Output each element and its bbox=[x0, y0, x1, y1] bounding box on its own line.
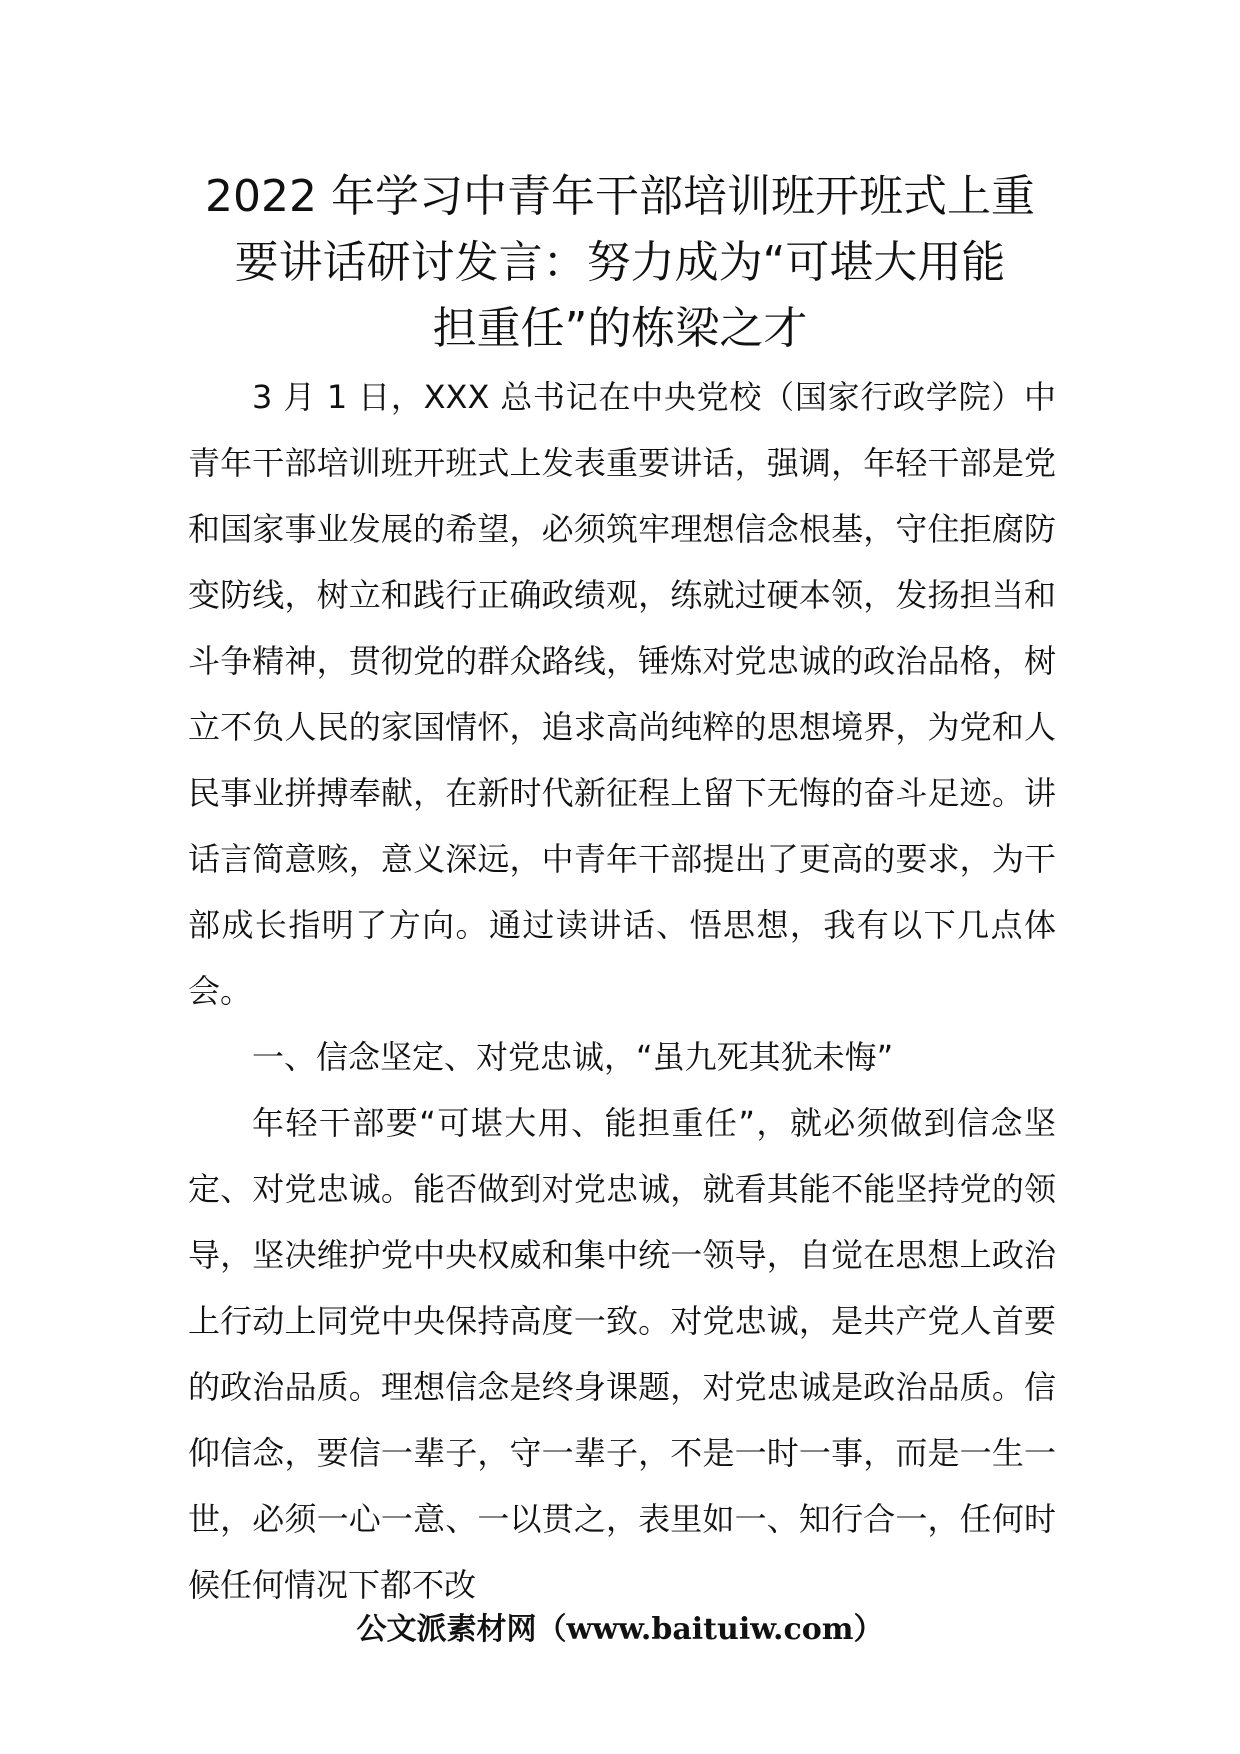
title-line-1: 2022 年学习中青年干部培训班开班式上重 bbox=[205, 171, 1035, 222]
document-body bbox=[188, 364, 1056, 1618]
paragraph-intro: 3 月 1 日，XXX 总书记在中央党校（国家行政学院）中青年干部培训班开班式上发表重要讲话，强调，年轻干部是党和国家事业发展的希望，必须筑牢理想信念根基，守住拒腐防变防线，树立和践行正确政绩观，练就过硬本领，发扬担当和斗争精神，贯彻党的群众路线，锤炼对党忠诚的政治品格，树立不负人民的家国情怀，追求高尚纯粹的思想境界，为党和人民事业拼搏奉献，在新时代新征程上留下无悔的奋斗足迹。讲话言简意赅，意义深远，中青年干部提出了更高的要求，为干部成长指明了方向。通过读讲话、悟思想，我有以下几点体会。 bbox=[188, 378, 1056, 1010]
section-heading-1: 一、信念坚定、对党忠诚，“虽九死其犹未悔” bbox=[252, 1038, 894, 1076]
document-title bbox=[180, 164, 1060, 362]
title-line-3: 担重任”的栋梁之才 bbox=[432, 303, 808, 354]
paragraph-section-1: 年轻干部要“可堪大用、能担重任”，就必须做到信念坚定、对党忠诚。能否做到对党忠诚，就看其能不能坚持党的领导，坚决维护党中央权威和集中统一领导，自觉在思想上政治上行动上同党中央保持高度一致。对党忠诚，是共产党人首要的政治品质。理想信念是终身课题，对党忠诚是政治品质。信仰信念，要信一辈子，守一辈子，不是一时一事，而是一生一世，必须一心一意、一以贯之，表里如一、知行合一，任何时候任何情况下都不改 bbox=[188, 1104, 1056, 1604]
title-line-2: 要讲话研讨发言：努力成为“可堪大用能 bbox=[234, 237, 1006, 288]
footer-watermark: 公文派素材网（www.baituiw.com） bbox=[356, 1612, 884, 1647]
